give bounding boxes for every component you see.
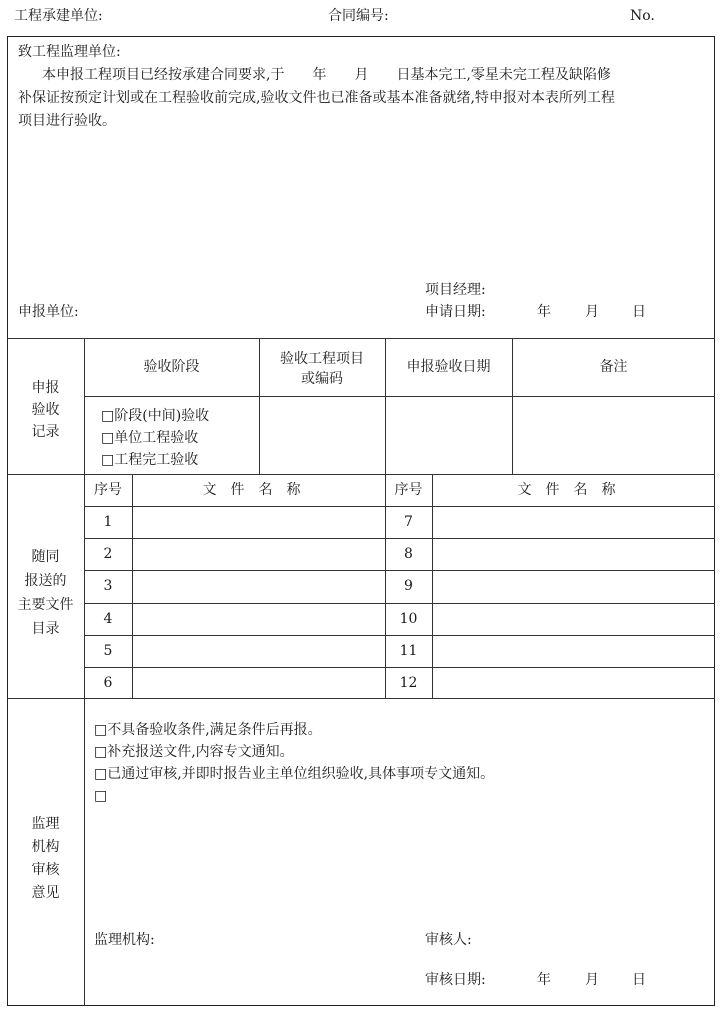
files-row-4-top: [84, 603, 715, 604]
review-month: 月: [585, 972, 599, 988]
files-label-line-2: 报送的: [24, 573, 67, 589]
divider-3: [7, 698, 715, 699]
stage-options: [101, 405, 209, 471]
record-header-divider: [84, 396, 715, 397]
file-seq-7: 7: [404, 514, 413, 530]
review-options: [94, 719, 494, 807]
review-option-not-ready[interactable]: □不具备验收条件,满足条件后再报。: [94, 722, 322, 738]
col-item-header-line-1: 验收工程项目: [280, 351, 364, 367]
file-seq-10: 10: [399, 611, 418, 627]
review-day: 日: [632, 972, 646, 988]
apply-day: 日: [632, 304, 646, 320]
addressee: 致工程监理单位:: [18, 44, 121, 60]
body-line-2: 补保证按预定计划或在工程验收前完成,验收文件也已准备或基本准备就绪,特申报对本表所列工程: [18, 90, 615, 106]
review-label-line-3: 审核: [31, 862, 60, 878]
review-year: 年: [537, 972, 551, 988]
review-label-line-2: 机构: [31, 839, 60, 855]
reporting-unit-label: 申报单位:: [18, 304, 79, 320]
file-seq-1: 1: [103, 514, 113, 530]
file-seq-4: 4: [103, 611, 113, 627]
file-seq-8: 8: [404, 546, 413, 562]
files-label-line-3: 主要文件: [17, 597, 74, 613]
file-seq-6: 6: [103, 675, 113, 691]
review-date-label: 审核日期:: [425, 972, 486, 988]
record-label-line-3: 记录: [31, 424, 60, 440]
files-row-3-top: [84, 570, 715, 571]
seq-header-right: 序号: [394, 482, 423, 498]
col-item-header-line-2: 或编码: [301, 371, 343, 387]
no-label: No.: [630, 8, 655, 24]
col-stage-header: 验收阶段: [143, 359, 200, 375]
divider-1: [7, 338, 715, 339]
file-seq-2: 2: [103, 546, 113, 562]
supervision-org-label: 监理机构:: [94, 932, 155, 948]
review-option-other[interactable]: □: [94, 788, 108, 804]
name-header-right: 文件名称: [517, 482, 630, 498]
files-col-line-1: [132, 474, 133, 698]
body-line-1: 本申报工程项目已经按承建合同要求,于 年 月 日基本完工,零星未完工程及缺陷修: [42, 67, 611, 83]
record-col-line-2: [385, 338, 386, 474]
files-section-label: [7, 545, 84, 641]
option-project-completion[interactable]: □工程完工验收: [101, 452, 199, 468]
record-label-line-2: 验收: [31, 402, 60, 418]
files-label-line-1: 随同: [31, 549, 60, 565]
seq-header-left: 序号: [94, 482, 122, 498]
review-label-line-1: 监理: [31, 816, 60, 832]
review-label-line-4: 意见: [31, 885, 60, 901]
files-row-5-top: [84, 635, 715, 636]
body-line-3: 项目进行验收。: [18, 113, 116, 129]
file-seq-9: 9: [404, 578, 413, 594]
divider-2: [7, 474, 715, 475]
record-col-line-3: [512, 338, 513, 474]
col-date-header: 申报验收日期: [406, 359, 491, 375]
label-column-line: [84, 338, 85, 1006]
option-unit-project[interactable]: □单位工程验收: [101, 430, 199, 446]
review-option-supplement[interactable]: □补充报送文件,内容专文通知。: [94, 744, 294, 760]
project-manager-label: 项目经理:: [425, 282, 486, 298]
option-stage-intermediate[interactable]: □阶段(中间)验收: [101, 408, 210, 424]
name-header-left: 文件名称: [202, 482, 315, 498]
apply-month: 月: [585, 304, 599, 320]
col-note-header: 备注: [599, 359, 628, 375]
record-section-label: [7, 377, 84, 443]
file-seq-3: 3: [103, 578, 113, 594]
apply-date-label: 申请日期:: [425, 304, 486, 320]
record-label-line-1: 申报: [31, 380, 60, 396]
col-item-header: [259, 349, 385, 389]
files-row-2-top: [84, 538, 715, 539]
review-option-approved[interactable]: □已通过审核,并即时报告业主单位组织验收,具体事项专文通知。: [94, 766, 495, 782]
reviewer-label: 审核人:: [425, 932, 472, 948]
apply-year: 年: [537, 304, 551, 320]
files-row-1-top: [84, 506, 715, 507]
review-section-label: [7, 813, 84, 905]
files-row-6-top: [84, 667, 715, 668]
files-label-line-4: 目录: [31, 621, 60, 637]
contract-no-label: 合同编号:: [328, 8, 389, 24]
contractor-label: 工程承建单位:: [14, 8, 103, 24]
file-seq-5: 5: [103, 643, 113, 659]
file-seq-11: 11: [399, 643, 418, 659]
files-col-line-3: [432, 474, 433, 698]
file-seq-12: 12: [399, 675, 418, 691]
